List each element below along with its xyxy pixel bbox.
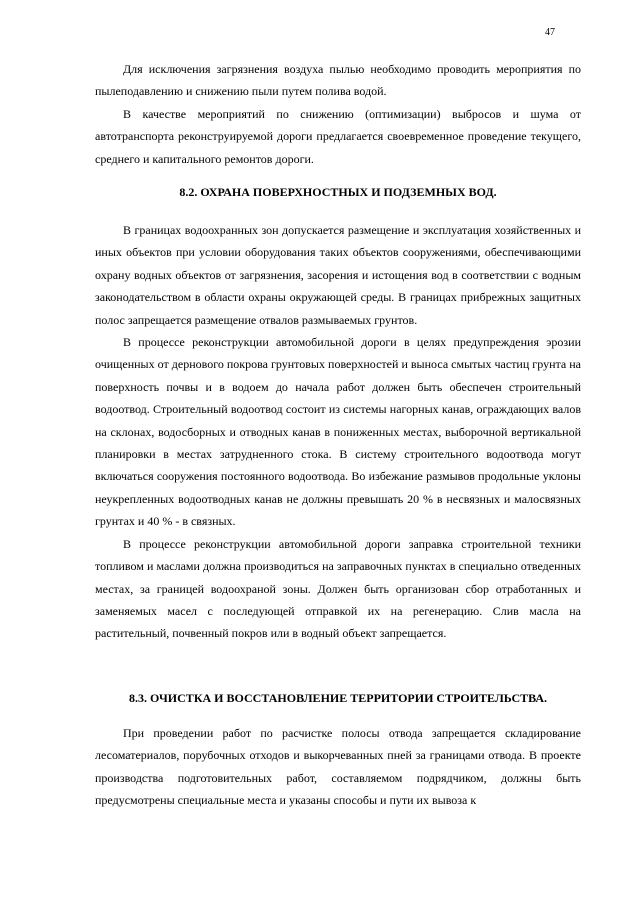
intro-text <box>95 58 581 170</box>
section-heading-water-protection: 8.2. ОХРАНА ПОВЕРХНОСТНЫХ И ПОДЗЕМНЫХ ВОД. <box>179 185 497 199</box>
section-8-3-text <box>95 722 581 812</box>
paragraph-construction-drainage: В процессе реконструкции автомобильной дороги в целях предупреждения эрозии очищенных от дернового покрова грунтовых поверхностей и выноса смытых частиц грунта на поверхность почвы и в водоем до начала работ должен быть обеспечен строительный водоотвод. Строительный водоотвод состоит из системы нагорных канав, ограждающих валов на склонах, водосборных и отводных канав в пониженных местах, выборочной вертикальной планировки в местах затрудненного стока. В систему строительного водоотвода могут включаться сооружения постоянного водоотвода. Во избежание размывов продольные уклоны неукрепленных водоотводных канав не должны превышать 20 % в несвязных и малосвязных грунтах и 40 % - в связных. <box>95 335 581 529</box>
paragraph-road-maintenance: В качестве мероприятий по снижению (оптимизации) выбросов и шума от автотранспорта реконструируемой дороги предлагается своевременное проведение текущего, среднего и капитального ремонтов дороги. <box>95 106 581 166</box>
paragraph-dust-suppression: Для исключения загрязнения воздуха пылью необходимо проводить мероприятия по пылеподавлению и снижению пыли путем полива водой. <box>95 62 581 99</box>
section-heading-site-restoration: 8.3. ОЧИСТКА И ВОССТАНОВЛЕНИЕ ТЕРРИТОРИИ СТРОИТЕЛЬСТВА. <box>128 691 548 705</box>
paragraph-fuel-and-oil: В процессе реконструкции автомобильной дороги заправка строительной техники топливом и маслами должна производиться на заправочных пунктах в специально отведенных местах, за границей водоохраной зоны. Должен быть организован сбор отработанных и заменяемых масел с последующей отправкой их на регенерацию. Слив масла на растительный, почвенный покров или в водный объект запрещается. <box>95 536 581 641</box>
page-number: 47 <box>545 27 555 38</box>
section-8-2-text <box>95 219 581 645</box>
paragraph-clearing-right-of-way: При проведении работ по расчистке полосы отвода запрещается складирование лесоматериалов, порубочных отходов и выкорчеванных пней за границами отвода. В проекте производства подготовительных работ, составляемом подрядчиком, должны быть предусмотрены специальные места и указаны способы и пути их вывоза к <box>95 726 581 808</box>
paragraph-water-protection-zones: В границах водоохранных зон допускается размещение и эксплуатация хозяйственных и иных объектов при условии оборудования таких объектов сооружениями, обеспечивающими охрану водных объектов от загрязнения, засорения и истощения вод в соответствии с водным законодательством в области охраны окружающей среды. В границах прибрежных защитных полос запрещается размещение отвалов размываемых грунтов. <box>95 223 581 327</box>
